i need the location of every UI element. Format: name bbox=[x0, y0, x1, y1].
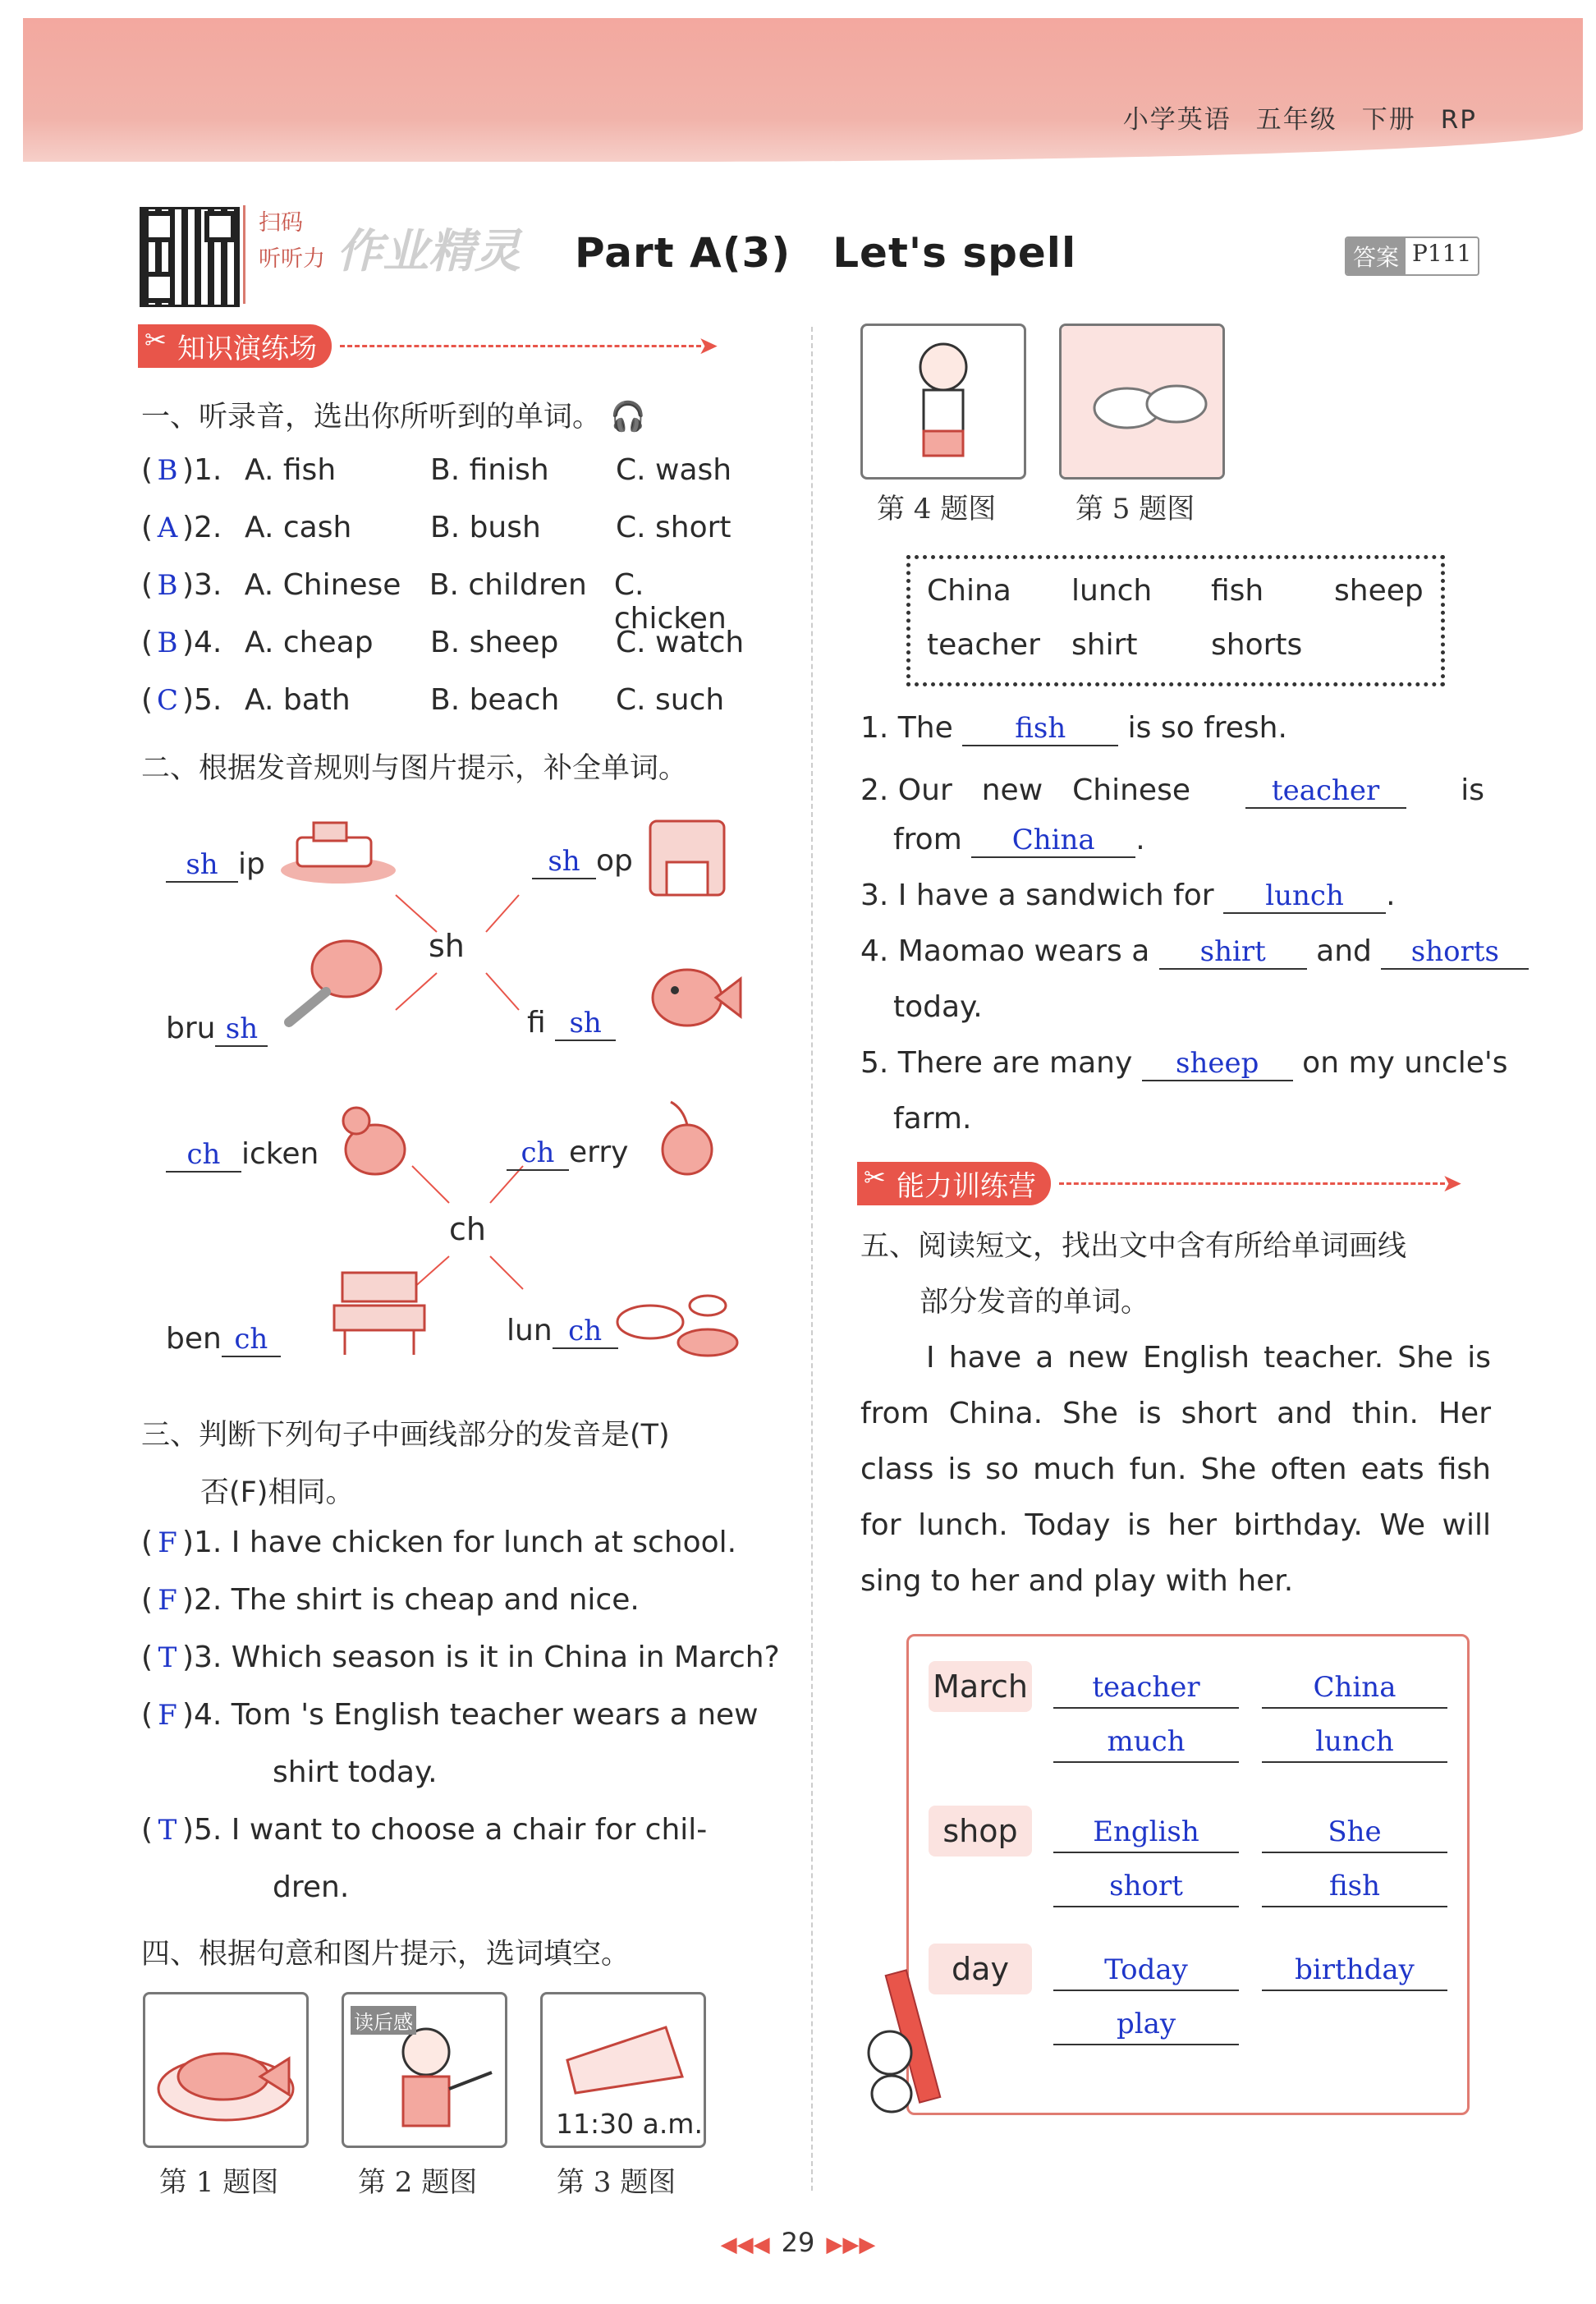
option-b: B. children bbox=[429, 568, 587, 602]
word-sheep: sheep bbox=[1334, 574, 1424, 608]
word-cherry bbox=[507, 1136, 628, 1171]
part1-item bbox=[141, 626, 765, 683]
word-bench bbox=[166, 1322, 281, 1357]
option-b: B. sheep bbox=[430, 626, 559, 659]
scan-label: 扫码 bbox=[259, 210, 303, 236]
fill-sentence-4-cont: today. bbox=[893, 990, 983, 1024]
caption-3: 第 3 题图 bbox=[557, 2166, 676, 2199]
cherry-picture bbox=[663, 1102, 712, 1174]
caption-5: 第 5 题图 bbox=[1075, 493, 1195, 526]
subject: 小学英语 bbox=[1122, 105, 1231, 135]
part3-answer: T bbox=[158, 1814, 177, 1847]
word-ship bbox=[166, 847, 265, 883]
answer-label: 答案 bbox=[1346, 238, 1406, 274]
option-b: B. finish bbox=[430, 453, 549, 487]
banner-label-2: ✂ 能力训练营 bbox=[857, 1162, 1051, 1205]
page-number: 29 bbox=[781, 2227, 815, 2258]
statement: 3. Which season is it in China in March? bbox=[194, 1641, 780, 1674]
option-b: B. bush bbox=[430, 511, 541, 544]
grade: 五年级 bbox=[1255, 105, 1337, 135]
pic-fish bbox=[143, 1992, 309, 2148]
pic-sheep bbox=[1059, 324, 1225, 480]
word-lunch: lunch bbox=[1071, 574, 1153, 608]
caption-2: 第 2 题图 bbox=[358, 2166, 478, 2199]
scan-to-listen bbox=[243, 205, 349, 304]
center-ch: ch bbox=[449, 1211, 486, 1247]
caption-1: 第 1 题图 bbox=[159, 2166, 279, 2199]
prev-arrows-icon: ◀◀◀ bbox=[720, 2233, 770, 2257]
statement: 2. The shirt is cheap and nice. bbox=[194, 1583, 640, 1617]
part3-item bbox=[141, 1813, 782, 1870]
fish-pre: fi bbox=[527, 1006, 546, 1040]
cherry-blank[interactable]: ch bbox=[507, 1136, 569, 1171]
item-number: 5. bbox=[194, 683, 222, 717]
part3-heading: 三、判断下列句子中画线部分的发音是(T) bbox=[141, 1419, 670, 1452]
part3-item bbox=[141, 1583, 782, 1641]
answer-bracket[interactable] bbox=[141, 453, 194, 487]
page-title: Part A(3) Let's spell bbox=[575, 229, 1077, 277]
answer-bracket[interactable] bbox=[141, 568, 194, 602]
answer-page: P111 bbox=[1412, 240, 1472, 267]
qr-code-icon[interactable] bbox=[140, 207, 240, 307]
part1-answer: A bbox=[157, 512, 178, 544]
blank-2b[interactable]: China bbox=[971, 824, 1135, 858]
answer-cell[interactable]: Today bbox=[1053, 1950, 1239, 1991]
blank-4[interactable]: shirt bbox=[1159, 935, 1307, 970]
fill-sentence-1: 1. The fish is so fresh. bbox=[860, 711, 1287, 745]
answer-cell[interactable]: birthday bbox=[1262, 1950, 1447, 1991]
cherry-rest: erry bbox=[569, 1136, 629, 1169]
option-a: A. Chinese bbox=[244, 568, 401, 602]
pic-teacher-boy bbox=[860, 324, 1026, 480]
brush-pre: bru bbox=[166, 1012, 216, 1045]
bench-picture bbox=[334, 1273, 424, 1355]
option-c: C. chicken bbox=[613, 568, 727, 636]
item-number: 2. bbox=[194, 511, 222, 544]
ship-rest: ip bbox=[238, 847, 265, 881]
blank-1[interactable]: fish bbox=[962, 712, 1118, 746]
answer-bracket[interactable] bbox=[141, 626, 194, 659]
board-label: 读后感 bbox=[351, 2006, 416, 2035]
word-bank bbox=[906, 555, 1445, 686]
part3-list bbox=[141, 1526, 782, 1928]
answer-bracket[interactable] bbox=[141, 1583, 194, 1617]
word-bank-row1 bbox=[927, 574, 1424, 608]
section-banner-ability: ✂ 能力训练营 ➤ bbox=[857, 1163, 1462, 1204]
option-a: A. cash bbox=[245, 511, 352, 544]
book-info bbox=[1098, 99, 1477, 135]
word-fish bbox=[527, 1006, 616, 1041]
part1-list bbox=[141, 453, 765, 741]
part3-item bbox=[141, 1641, 782, 1698]
answer-cell[interactable]: China bbox=[1262, 1668, 1447, 1709]
part3-answer: F bbox=[158, 1699, 177, 1732]
answer-cell[interactable]: English bbox=[1053, 1812, 1239, 1853]
part5-heading: 五、阅读短文，找出文中含有所给单词画线 bbox=[860, 1230, 1407, 1263]
chicken-picture bbox=[343, 1108, 405, 1174]
brush-blank[interactable]: sh bbox=[215, 1012, 268, 1047]
pic-lunch-time bbox=[540, 1992, 706, 2148]
shop-rest: op bbox=[596, 844, 633, 878]
part1-answer: B bbox=[157, 626, 178, 659]
answer-cell[interactable]: much bbox=[1053, 1722, 1239, 1763]
word-fish: fish bbox=[1211, 574, 1264, 608]
column-divider bbox=[811, 327, 813, 2191]
word-shop bbox=[532, 844, 633, 879]
edition: RP bbox=[1440, 105, 1477, 135]
option-c: C. such bbox=[616, 683, 725, 717]
part5-heading-cont: 部分发音的单词。 bbox=[920, 1286, 1150, 1319]
connector-lines bbox=[141, 805, 765, 1363]
option-c: C. short bbox=[616, 511, 732, 544]
chicken-rest: icken bbox=[241, 1137, 319, 1171]
part1-heading: 一、听录音，选出你所听到的单词。 🎧 bbox=[141, 401, 646, 434]
option-a: A. bath bbox=[245, 683, 351, 717]
item-number: 1. bbox=[194, 453, 222, 487]
part3-answer: F bbox=[158, 1584, 177, 1617]
lunch-blank[interactable]: ch bbox=[553, 1315, 618, 1349]
blank-5[interactable]: sheep bbox=[1142, 1047, 1293, 1081]
answer-cell[interactable]: play bbox=[1053, 2004, 1239, 2045]
answer-bracket[interactable] bbox=[141, 511, 194, 544]
part1-item bbox=[141, 683, 765, 741]
answer-cell[interactable]: She bbox=[1262, 1812, 1447, 1853]
ship-blank[interactable]: sh bbox=[166, 848, 238, 883]
part3-item-cont: dren. bbox=[273, 1870, 350, 1904]
part3-answer: T bbox=[158, 1641, 177, 1674]
listen-label: 听听力 bbox=[259, 246, 325, 272]
key-word: March bbox=[929, 1661, 1032, 1712]
word-teacher: teacher bbox=[927, 628, 1040, 662]
reading-passage bbox=[860, 1330, 1491, 1609]
word-china: China bbox=[927, 574, 1011, 608]
center-sh: sh bbox=[429, 928, 465, 964]
part2-heading: 二、根据发音规则与图片提示，补全单词。 bbox=[141, 752, 688, 785]
answer-cell[interactable]: teacher bbox=[1053, 1668, 1239, 1709]
part4-heading: 四、根据句意和图片提示，选词填空。 bbox=[141, 1938, 631, 1971]
time-label: 11:30 a.m. bbox=[556, 2108, 703, 2140]
chicken-blank[interactable]: ch bbox=[166, 1138, 241, 1173]
fill-sentence-2: 2. Our new Chinese teacher is bbox=[860, 773, 1484, 807]
fish-picture bbox=[653, 970, 741, 1026]
option-c: C. wash bbox=[616, 453, 732, 487]
answer-bracket[interactable] bbox=[141, 1526, 194, 1559]
answer-bracket[interactable] bbox=[141, 1698, 194, 1732]
shop-blank[interactable]: sh bbox=[532, 845, 596, 879]
bench-blank[interactable]: ch bbox=[222, 1323, 281, 1357]
answer-cell[interactable]: short bbox=[1053, 1866, 1239, 1907]
part3-answer: F bbox=[158, 1526, 177, 1559]
option-a: A. cheap bbox=[245, 626, 374, 659]
headphones-icon[interactable]: 🎧 bbox=[610, 401, 646, 434]
part3-heading-cont: 否(F)相同。 bbox=[200, 1476, 355, 1509]
ship-picture bbox=[281, 823, 396, 884]
part1-item bbox=[141, 453, 765, 511]
word-chicken bbox=[166, 1137, 319, 1173]
word-brush bbox=[166, 1012, 268, 1047]
part3-item bbox=[141, 1698, 782, 1756]
page-footer bbox=[0, 2227, 1596, 2258]
shop-picture bbox=[650, 821, 724, 895]
item-number: 3. bbox=[194, 568, 222, 602]
banner-label: ✂ 知识演练场 bbox=[138, 324, 332, 368]
word-bank-row2 bbox=[927, 628, 1302, 662]
lunch-picture bbox=[617, 1296, 737, 1356]
answer-cell[interactable]: fish bbox=[1262, 1866, 1447, 1907]
answer-cell[interactable]: lunch bbox=[1262, 1722, 1447, 1763]
statement: 4. Tom 's English teacher wears a new bbox=[194, 1698, 759, 1732]
passage-text: I have a new English teacher. She is from China. She is short and thin. Her class is so much fun. She often eats fish for lunch. Today is her birthday. We will sing to her and play with her. bbox=[860, 1341, 1491, 1598]
blank-2[interactable]: teacher bbox=[1245, 774, 1406, 809]
brand-watermark: 作业精灵 bbox=[337, 225, 521, 278]
part1-answer: B bbox=[157, 569, 178, 602]
part1-answer: C bbox=[156, 684, 178, 717]
part1-item bbox=[141, 511, 765, 568]
word-shirt: shirt bbox=[1071, 628, 1138, 662]
answer-bracket[interactable] bbox=[141, 1641, 194, 1674]
part3-item-cont: shirt today. bbox=[273, 1756, 438, 1789]
fill-sentence-5: 5. There are many sheep on my uncle's bbox=[860, 1046, 1508, 1080]
pic-teacher bbox=[342, 1992, 507, 2148]
answer-reference bbox=[1345, 236, 1479, 276]
caption-4: 第 4 题图 bbox=[877, 493, 997, 526]
brush-picture bbox=[289, 941, 381, 1022]
statement: 1. I have chicken for lunch at school. bbox=[194, 1526, 737, 1559]
fish-blank[interactable]: sh bbox=[555, 1007, 616, 1041]
word-lunch bbox=[507, 1314, 618, 1349]
fill-sentence-3: 3. I have a sandwich for lunch . bbox=[860, 879, 1396, 912]
fill-sentence-4: 4. Maomao wears a shirt and shorts bbox=[860, 934, 1529, 970]
section-banner-practice: ✂ 知识演练场 ➤ bbox=[138, 325, 718, 366]
cat-pencil-illustration bbox=[857, 1954, 947, 2118]
option-a: A. fish bbox=[245, 453, 337, 487]
key-word: shop bbox=[929, 1806, 1032, 1857]
answer-table bbox=[906, 1634, 1470, 2115]
blank-4b[interactable]: shorts bbox=[1381, 935, 1529, 970]
fish-dish-illustration bbox=[145, 1994, 306, 2146]
part1-item bbox=[141, 568, 765, 636]
blank-3[interactable]: lunch bbox=[1223, 879, 1386, 914]
part1-answer: B bbox=[157, 454, 178, 487]
statement: 5. I want to choose a chair for chil- bbox=[194, 1813, 708, 1847]
part3-item bbox=[141, 1526, 782, 1583]
fill-sentence-5-cont: farm. bbox=[893, 1102, 972, 1136]
fill-sentence-2-cont: from China . bbox=[893, 823, 1145, 856]
lunch-pre: lun bbox=[507, 1314, 553, 1347]
next-arrows-icon: ▶▶▶ bbox=[826, 2233, 876, 2257]
boy-illustration bbox=[863, 326, 1024, 477]
answer-bracket[interactable] bbox=[141, 1813, 194, 1847]
page-header-band bbox=[23, 18, 1583, 162]
answer-bracket[interactable] bbox=[141, 683, 194, 717]
sheep-illustration bbox=[1062, 326, 1222, 477]
key-word: day bbox=[929, 1944, 1032, 1994]
option-c: C. watch bbox=[616, 626, 745, 659]
item-number: 4. bbox=[194, 626, 222, 659]
word-shorts: shorts bbox=[1211, 628, 1303, 662]
phonics-diagram bbox=[141, 805, 765, 1363]
bench-pre: ben bbox=[166, 1322, 222, 1356]
volume: 下册 bbox=[1361, 105, 1416, 135]
option-b: B. beach bbox=[430, 683, 560, 717]
